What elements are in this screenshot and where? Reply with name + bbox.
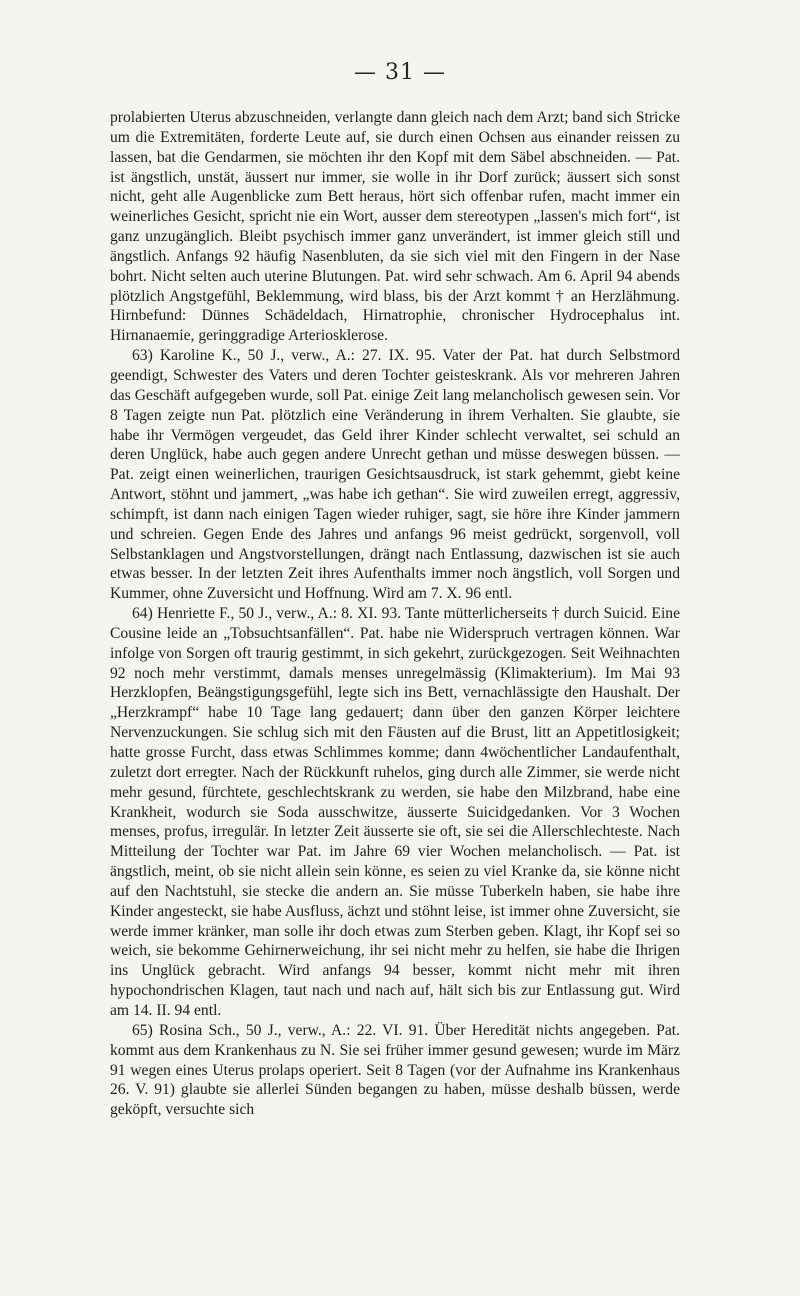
body-text bbox=[110, 108, 680, 1120]
paragraph-case-65: 65) Rosina Sch., 50 J., verw., A.: 22. VI. 91. Über Heredität nichts angegeben. Pat. kommt aus dem Krankenhaus zu N. Sie sei früher immer gesund gewesen; wurde im März 91 wegen eines Uterus prolaps operiert. Seit 8 Tagen (vor der Aufnahme ins Krankenhaus 26. V. 91) glaubte sie allerlei Sünden begangen zu haben, müsse deshalb büssen, werde geköpft, versuchte sich bbox=[110, 1021, 680, 1119]
page-number: — 31 — bbox=[354, 60, 446, 85]
paragraph-case-62-continuation: prolabierten Uterus abzuschneiden, verlangte dann gleich nach dem Arzt; band sich Stricke um die Extremitäten, forderte Leute auf, sie durch einen Ochsen aus einander reissen zu lassen, bat die Gendarmen, sie möchten ihr den Kopf mit dem Säbel abschneiden. — Pat. ist ängstlich, unstät, äussert nur immer, sie wolle in ihr Dorf zurück; äussert sich sonst nicht, geht alle Augenblicke zum Bett heraus, hört sich offenbar rufen, macht immer ein weinerliches Gesicht, spricht nie ein Wort, ausser dem stereotypen „lassen's mich fort“, ist ganz unzugänglich. Bleibt psychisch immer ganz unverändert, ist immer gleich still und ängstlich. Anfangs 92 häufig Nasenbluten, da sie sich viel mit den Fingern in der Nase bohrt. Nicht selten auch uterine Blutungen. Pat. wird sehr schwach. Am 6. April 94 abends plötzlich Angstgefühl, Beklemmung, wird blass, bis der Arzt kommt † an Herzlähmung. Hirnbefund: Dünnes Schädeldach, Hirnatrophie, chronischer Hydrocephalus int. Hirnanaemie, geringgradige Arteriosklerose. bbox=[110, 109, 680, 345]
paragraph-case-64: 64) Henriette F., 50 J., verw., A.: 8. XI. 93. Tante mütterlicherseits † durch Suicid. Eine Cousine leide an „Tobsuchtsanfällen“. Pat. habe nie Widerspruch vertragen können. War infolge von Sorgen oft traurig gestimmt, in sich gekehrt, zurückgezogen. Seit Weihnachten 92 noch mehr verstimmt, damals menses unregelmässig (Klimakterium). Im Mai 93 Herzklopfen, Beängstigungsgefühl, legte sich ins Bett, vernachlässigte den Haushalt. Der „Herzkrampf“ habe 10 Tage lang gedauert; dann über den ganzen Körper leichtere Nervenzuckungen. Sie schlug sich mit den Fäusten auf die Brust, litt an Appetitlosigkeit; hatte grosse Furcht, dass etwas Schlimmes komme; dann 4wöchentlicher Landaufenthalt, zuletzt dort erregter. Nach der Rückkunft ruhelos, ging durch alle Zimmer, sie werde nicht mehr gesund, fürchtete, geschlechtskrank zu werden, sie habe den Milzbrand, habe eine Krankheit, wodurch sie Soda ausschwitze, äusserte Suicidgedanken. Vor 3 Wochen menses, profus, irregulär. In letzter Zeit äusserte sie oft, sie sei die Allerschlechteste. Nach Mitteilung der Tochter war Pat. im Jahre 69 vier Wochen melancholisch. — Pat. ist ängstlich, meint, ob sie nicht allein sein könne, es seien zu viel Kranke da, sie könne nicht auf den Nachtstuhl, sie stecke die andern an. Sie müsse Tuberkeln haben, sie habe ihre Kinder angesteckt, sie habe Ausfluss, ächzt und stöhnt leise, ist immer ohne Zuversicht, sie werde immer kränker, man solle ihr doch etwas zum Sterben geben. Klagt, ihr Kopf sei so weich, sie bekomme Gehirnerweichung, ihr sei nicht mehr zu helfen, sie habe die Ihrigen ins Unglück gebracht. Wird anfangs 94 besser, kommt nicht mehr mit ihren hypochondrischen Klagen, taut nach und nach auf, hält sich bis zur Entlassung gut. Wird am 14. II. 94 entl. bbox=[110, 605, 680, 1019]
paragraph-case-63: 63) Karoline K., 50 J., verw., A.: 27. IX. 95. Vater der Pat. hat durch Selbstmord geendigt, Schwester des Vaters und deren Tochter geisteskrank. Als vor mehreren Jahren das Geschäft aufgegeben wurde, soll Pat. einige Zeit lang melancholisch gewesen sein. Vor 8 Tagen zeigte nun Pat. plötzlich eine Veränderung in ihrem Verhalten. Sie glaubte, sie habe ihr Vermögen vergeudet, das Geld ihrer Kinder schlecht verwaltet, sei schuld an deren Unglück, habe auch gegen andere Unrecht gethan und müsse deswegen büssen. — Pat. zeigt einen weinerlichen, traurigen Gesichtsausdruck, ist stark gehemmt, giebt keine Antwort, stöhnt und jammert, „was habe ich gethan“. Sie wird zuweilen erregt, aggressiv, schimpft, ist dann nach einigen Tagen wieder ruhiger, sagt, sie höre ihre Kinder jammern und schreien. Gegen Ende des Jahres und anfangs 96 meist gedrückt, sorgenvoll, voll Selbstanklagen und Angstvorstellungen, drängt nach Entlassung, dazwischen ist sie auch etwas besser. In der letzten Zeit ihres Aufenthalts immer noch ängstlich, voll Sorgen und Kummer, ohne Zuversicht und Hoffnung. Wird am 7. X. 96 entl. bbox=[110, 347, 680, 603]
